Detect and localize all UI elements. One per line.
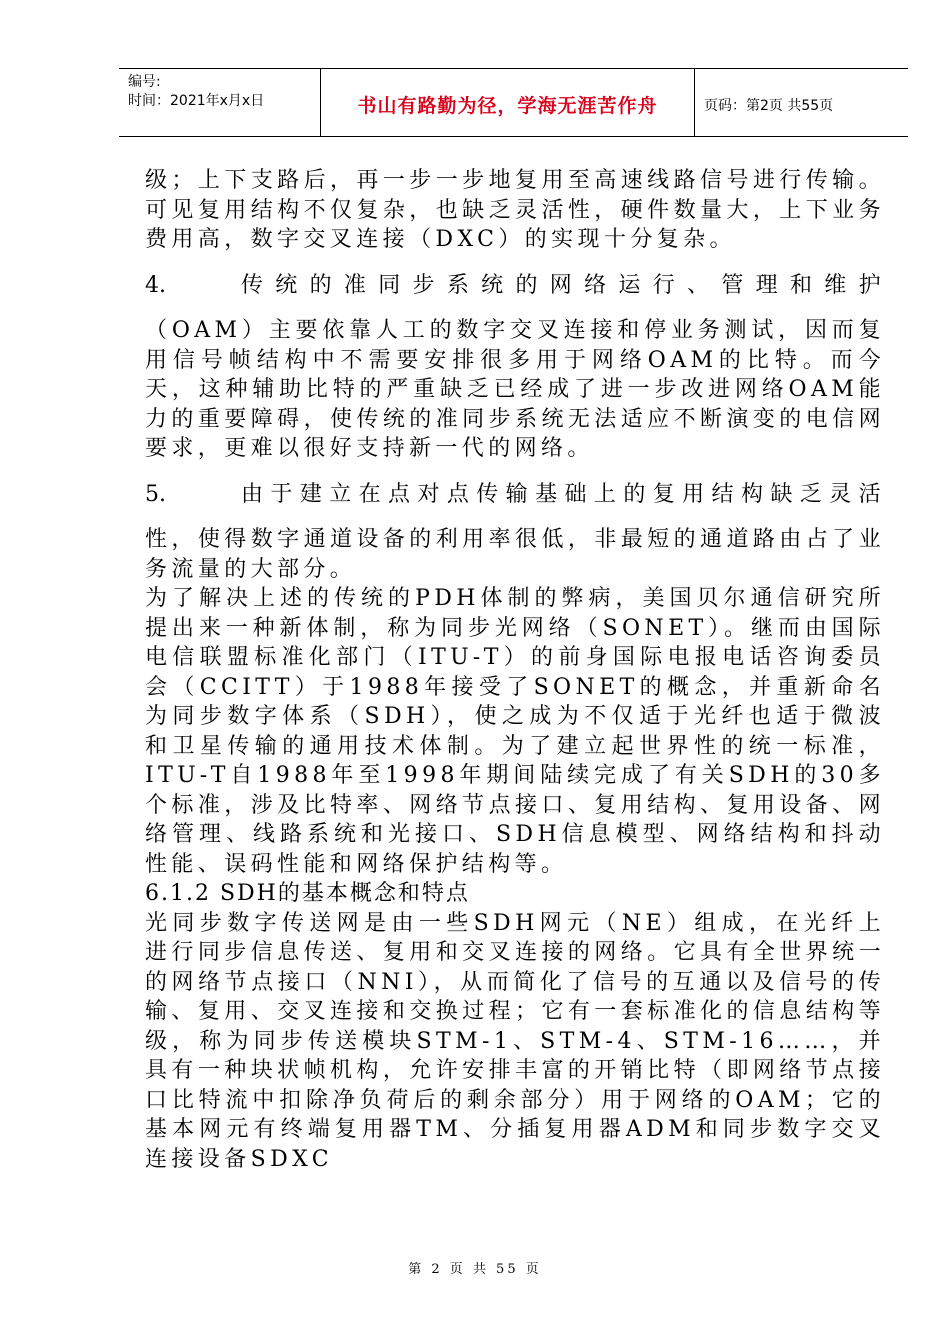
list-item-4-continuation: （OAM）主要依靠人工的数字交叉连接和停业务测试，因而复用信号帧结构中不需要安排很多用于网络OAM的比特。而今天，这种辅助比特的严重缺乏已经成了进一步改进网络OAM能力的重要障碍，使传统的准同步系统无法适应不断演变的电信网要求，更难以很好支持新一代的网络。: [145, 318, 885, 461]
list-item-text: 由于建立在点对点传输基础上的复用结构缺乏灵活: [241, 481, 885, 507]
header-motto: 书山有路勤为径，学海无涯苦作舟: [321, 69, 695, 136]
doc-number-label: 编号:: [128, 74, 161, 90]
list-number: 4.: [145, 272, 166, 298]
list-item-5: [145, 480, 885, 510]
doc-time-label: 时间：2021年x月x日: [128, 93, 265, 109]
header-page-info: 页码：第2页 共55页: [704, 97, 834, 114]
section-heading: 6.1.2 SDH的基本概念和特点: [145, 881, 470, 906]
list-item-5-continuation: 性，使得数字通道设备的利用率很低，非最短的通道路由占了业务流量的大部分。: [145, 527, 885, 582]
list-item-text: 传统的准同步系统的网络运行、管理和维护: [241, 272, 885, 298]
list-item-4: [145, 271, 885, 301]
page-footer: 第 2 页 共 55 页: [408, 1262, 542, 1277]
document-body: [145, 166, 885, 1174]
paragraph-sdh-concept: 光同步数字传送网是由一些SDH网元（NE）组成，在光纤上进行同步信息传送、复用和交叉连接的网络。它具有全世界统一的网络节点接口（NNI），从而简化了信号的互通以及信号的传输、复用、交叉连接和交换过程；它有一套标准化的信息结构等级，称为同步传送模块STM-1、STM-4、STM-16……，并具有一种块状帧机构，允许安排丰富的开销比特（即网络节点接口比特流中扣除净负荷后的剩余部分）用于网络的OAM；它的基本网元有终端复用器TM、分插复用器ADM和同步数字交叉连接设备SDXC: [145, 910, 885, 1172]
header-meta: [119, 69, 321, 136]
list-number: 5.: [145, 481, 166, 507]
page-header: [119, 68, 908, 137]
paragraph-pdh-complexity: 级；上下支路后，再一步一步地复用至高速线路信号进行传输。可见复用结构不仅复杂，也缺乏灵活性，硬件数量大，上下业务费用高，数字交叉连接（DXC）的实现十分复杂。: [145, 168, 885, 252]
paragraph-sonet: 为了解决上述的传统的PDH体制的弊病，美国贝尔通信研究所提出来一种新体制，称为同步光网络（SONET）。继而由国际电信联盟标准化部门（ITU-T）的前身国际电报电话咨询委员会（CCITT）于1988年接受了SONET的概念，并重新命名为同步数字体系（SDH），使之成为不仅适于光纤也适于微波和卫星传输的通用技术体制。为了建立起世界性的统一标准，ITU-T自1988年至1998年期间陆续完成了有关SDH的30多个标准，涉及比特率、网络节点接口、复用结构、复用设备、网络管理、线路系统和光接口、SDH信息模型、网络结构和抖动性能、误码性能和网络保护结构等。: [145, 586, 885, 877]
